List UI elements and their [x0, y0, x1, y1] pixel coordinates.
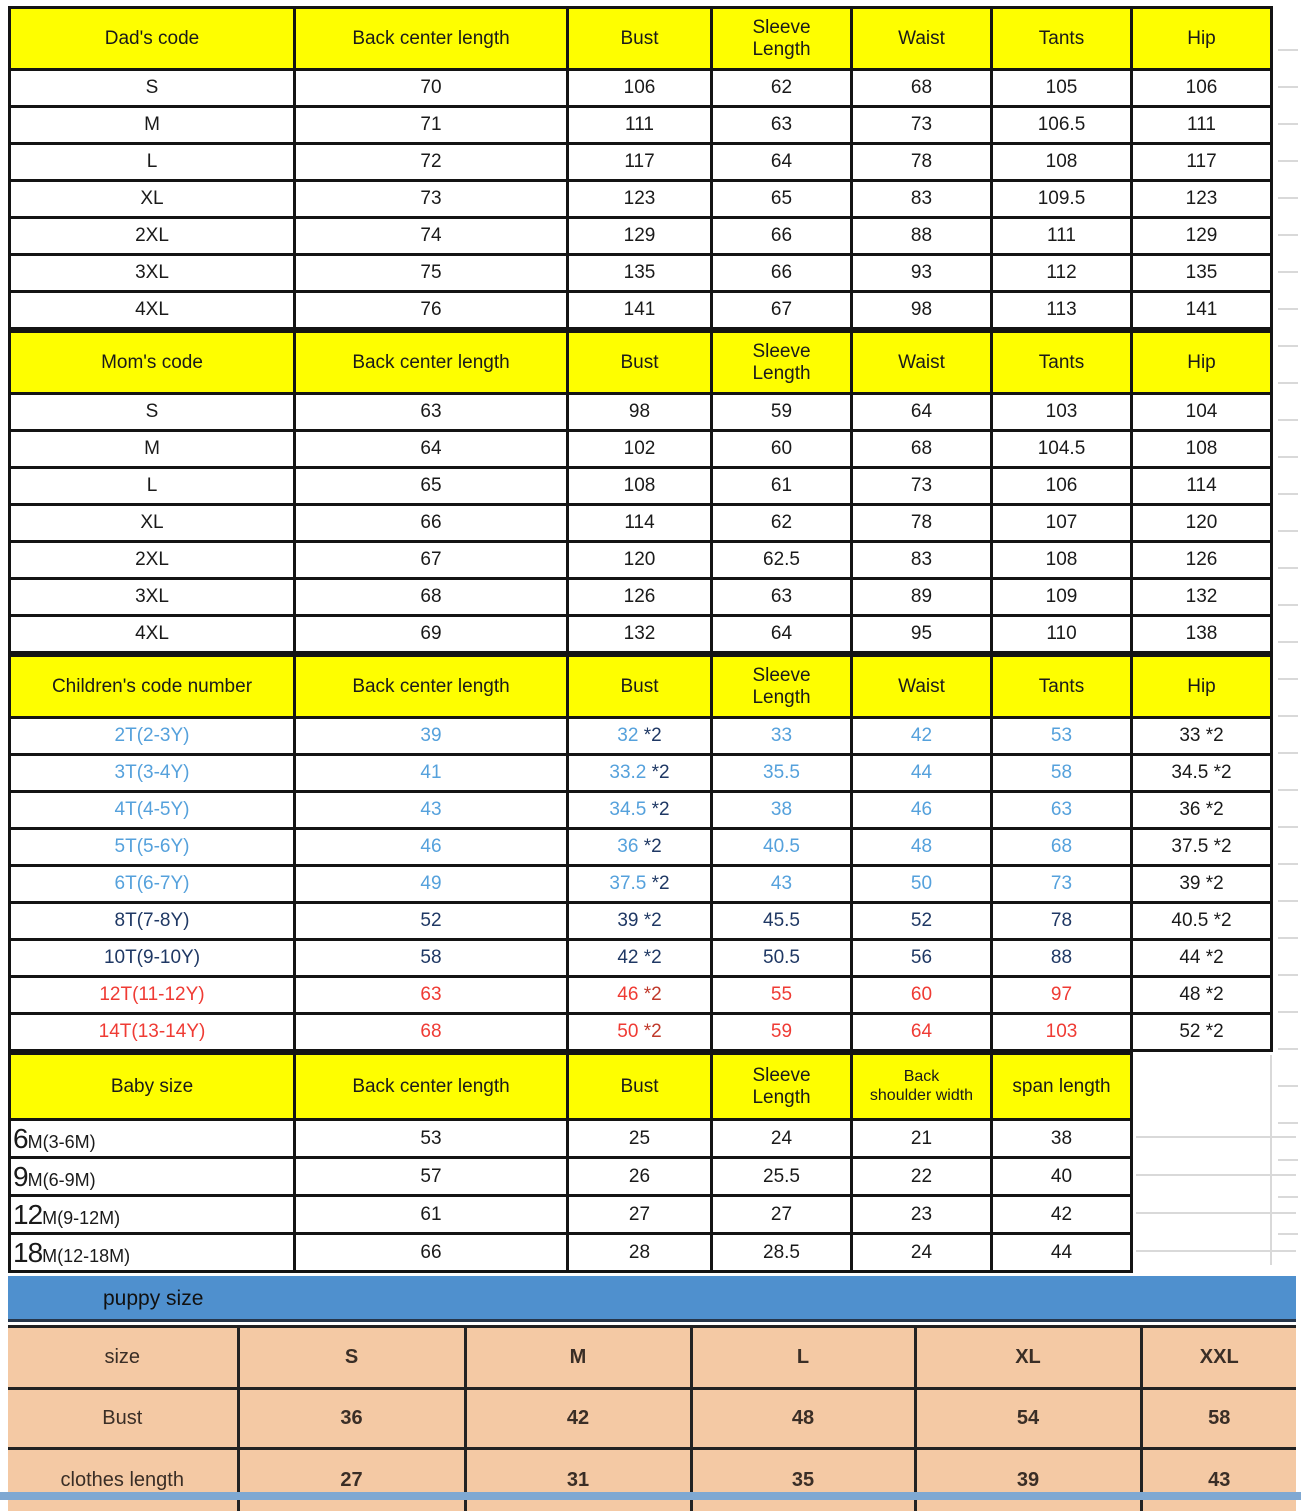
cell: 46	[852, 792, 992, 829]
cell: 102	[568, 431, 712, 468]
cell: 56	[852, 940, 992, 977]
cell: 39 *2	[1132, 866, 1272, 903]
cell: 39 *2	[568, 903, 712, 940]
cell: 48	[691, 1389, 915, 1449]
cell: 109	[992, 579, 1132, 616]
cell: 129	[1132, 218, 1272, 255]
cell: 27	[238, 1449, 465, 1511]
cell: 120	[568, 542, 712, 579]
cell: 123	[1132, 181, 1272, 218]
table-row	[10, 1014, 1272, 1051]
table-row	[10, 542, 1272, 579]
cell: 59	[712, 1014, 852, 1051]
cell: 98	[568, 394, 712, 431]
table-row	[10, 1196, 1132, 1234]
cell: 46 *2	[568, 977, 712, 1014]
cell: 114	[568, 505, 712, 542]
cell: 58	[295, 940, 568, 977]
cell: 98	[852, 292, 992, 329]
cell: L	[10, 468, 295, 505]
table-row	[10, 866, 1272, 903]
children-size-table	[8, 654, 1301, 1052]
cell: 33 *2	[1132, 718, 1272, 755]
table-row	[10, 718, 1272, 755]
column-header: Bust	[568, 1054, 712, 1120]
table-row	[10, 394, 1272, 431]
cell: 78	[852, 505, 992, 542]
column-header: Back center length	[295, 1054, 568, 1120]
cell: M	[10, 431, 295, 468]
cell: 45.5	[712, 903, 852, 940]
table-row	[10, 940, 1272, 977]
column-header: span length	[992, 1054, 1132, 1120]
cell: 6T(6-7Y)	[10, 866, 295, 903]
cell: 12M(9-12M)	[10, 1196, 295, 1234]
cell: XL	[915, 1327, 1141, 1389]
cell: 60	[712, 431, 852, 468]
cell: 49	[295, 866, 568, 903]
cell: 9M(6-9M)	[10, 1158, 295, 1196]
cell: 68	[295, 579, 568, 616]
cell: 4XL	[10, 292, 295, 329]
cell: 111	[1132, 107, 1272, 144]
column-header: Hip	[1132, 8, 1272, 70]
column-header: Tants	[992, 8, 1132, 70]
column-header: Sleeve Length	[712, 656, 852, 718]
cell: 64	[852, 394, 992, 431]
cell: 43	[712, 866, 852, 903]
cell: 63	[992, 792, 1132, 829]
cell: 113	[992, 292, 1132, 329]
cell: 52	[295, 903, 568, 940]
cell: 75	[295, 255, 568, 292]
dad-size-table	[8, 6, 1301, 330]
cell: 58	[992, 755, 1132, 792]
cell: 18M(12-18M)	[10, 1234, 295, 1272]
cell: 38	[712, 792, 852, 829]
table-row	[10, 468, 1272, 505]
cell: XXL	[1141, 1327, 1296, 1389]
cell: 70	[295, 70, 568, 107]
cell: 3T(3-4Y)	[10, 755, 295, 792]
table-row	[10, 218, 1272, 255]
cell: 44	[992, 1234, 1132, 1272]
cell: 65	[712, 181, 852, 218]
cell: 135	[568, 255, 712, 292]
cell: 4T(4-5Y)	[10, 792, 295, 829]
cell: 8T(7-8Y)	[10, 903, 295, 940]
cell: 60	[852, 977, 992, 1014]
cell: 68	[295, 1014, 568, 1051]
cell: 42	[852, 718, 992, 755]
table-row	[8, 1449, 1296, 1511]
cell: 112	[992, 255, 1132, 292]
table-row	[10, 755, 1272, 792]
table-row	[10, 1120, 1132, 1158]
column-header: Back center length	[295, 656, 568, 718]
cell: 76	[295, 292, 568, 329]
cell: 33.2 *2	[568, 755, 712, 792]
cell: 34.5 *2	[1132, 755, 1272, 792]
cell: 138	[1132, 616, 1272, 653]
table-row	[10, 107, 1272, 144]
baby-size-table	[8, 1052, 1301, 1273]
cell: 66	[712, 218, 852, 255]
cell: 109.5	[992, 181, 1132, 218]
table-row	[10, 903, 1272, 940]
cell: 103	[992, 1014, 1132, 1051]
cell: 52	[852, 903, 992, 940]
cell: 59	[712, 394, 852, 431]
cell: 88	[992, 940, 1132, 977]
cell: 42	[465, 1389, 691, 1449]
cell: 64	[852, 1014, 992, 1051]
cell: 58	[1141, 1389, 1296, 1449]
cell: 24	[712, 1120, 852, 1158]
cell: 25.5	[712, 1158, 852, 1196]
cell: Bust	[8, 1389, 238, 1449]
cell: L	[691, 1327, 915, 1389]
header-row	[10, 656, 1272, 718]
table-row	[10, 144, 1272, 181]
column-header: Bust	[568, 8, 712, 70]
cell: 66	[295, 1234, 568, 1272]
column-header: Hip	[1132, 332, 1272, 394]
cell: 14T(13-14Y)	[10, 1014, 295, 1051]
column-header: Waist	[852, 332, 992, 394]
cell: 6M(3-6M)	[10, 1120, 295, 1158]
column-header: Back center length	[295, 332, 568, 394]
cell: 106	[992, 468, 1132, 505]
cell: 43	[295, 792, 568, 829]
cell: 97	[992, 977, 1132, 1014]
cell: 50 *2	[568, 1014, 712, 1051]
cell: 78	[852, 144, 992, 181]
cell: 103	[992, 394, 1132, 431]
cell: 83	[852, 542, 992, 579]
cell: 104.5	[992, 431, 1132, 468]
spreadsheet-gridline-vertical	[1270, 1055, 1272, 1265]
spreadsheet-gridlines-right	[1278, 14, 1298, 1258]
table-row	[10, 292, 1272, 329]
cell: 42	[992, 1196, 1132, 1234]
cell: 88	[852, 218, 992, 255]
cell: 3XL	[10, 255, 295, 292]
cell: 66	[712, 255, 852, 292]
table-row	[10, 977, 1272, 1014]
cell: 40	[992, 1158, 1132, 1196]
table-row	[8, 1327, 1296, 1389]
cell: 123	[568, 181, 712, 218]
cell: 78	[992, 903, 1132, 940]
column-header: Baby size	[10, 1054, 295, 1120]
cell: 62	[712, 505, 852, 542]
cell: 53	[295, 1120, 568, 1158]
cell: 53	[992, 718, 1132, 755]
cell: 63	[295, 977, 568, 1014]
cell: size	[8, 1327, 238, 1389]
cell: 50	[852, 866, 992, 903]
cell: 141	[568, 292, 712, 329]
cell: 36	[238, 1389, 465, 1449]
cell: 42 *2	[568, 940, 712, 977]
column-header: Back shoulder width	[852, 1054, 992, 1120]
table-row	[10, 431, 1272, 468]
cell: 41	[295, 755, 568, 792]
cell: 21	[852, 1120, 992, 1158]
cell: 35	[691, 1449, 915, 1511]
cell: 108	[992, 144, 1132, 181]
cell: 93	[852, 255, 992, 292]
cell: 89	[852, 579, 992, 616]
cell: 71	[295, 107, 568, 144]
cell: 39	[295, 718, 568, 755]
cell: 2XL	[10, 218, 295, 255]
cell: L	[10, 144, 295, 181]
cell: 37.5 *2	[1132, 829, 1272, 866]
cell: S	[10, 394, 295, 431]
cell: 66	[295, 505, 568, 542]
cell: 12T(11-12Y)	[10, 977, 295, 1014]
cell: 72	[295, 144, 568, 181]
cell: 63	[712, 107, 852, 144]
cell: 43	[1141, 1449, 1296, 1511]
cell: 55	[712, 977, 852, 1014]
cell: 39	[915, 1449, 1141, 1511]
cell: 4XL	[10, 616, 295, 653]
table-row	[10, 181, 1272, 218]
cell: 22	[852, 1158, 992, 1196]
mom-size-table	[8, 330, 1301, 654]
table-row	[10, 792, 1272, 829]
cell: 32 *2	[568, 718, 712, 755]
cell: 108	[1132, 431, 1272, 468]
cell: 33	[712, 718, 852, 755]
cell: M	[10, 107, 295, 144]
cell: 10T(9-10Y)	[10, 940, 295, 977]
cell: 105	[992, 70, 1132, 107]
cell: 57	[295, 1158, 568, 1196]
column-header: Tants	[992, 332, 1132, 394]
cell: 83	[852, 181, 992, 218]
cell: 126	[1132, 542, 1272, 579]
table-row	[10, 1234, 1132, 1272]
cell: 106.5	[992, 107, 1132, 144]
cell: 3XL	[10, 579, 295, 616]
column-header: Bust	[568, 656, 712, 718]
cell: M	[465, 1327, 691, 1389]
cell: 27	[568, 1196, 712, 1234]
cell: 120	[1132, 505, 1272, 542]
cell: 25	[568, 1120, 712, 1158]
cell: 68	[852, 70, 992, 107]
table-row	[10, 505, 1272, 542]
table-row	[10, 1158, 1132, 1196]
header-row	[10, 8, 1272, 70]
cell: 95	[852, 616, 992, 653]
column-header: Mom's code	[10, 332, 295, 394]
table-row	[10, 829, 1272, 866]
cell: 114	[1132, 468, 1272, 505]
cell: 67	[712, 292, 852, 329]
cell: 129	[568, 218, 712, 255]
cell: 108	[992, 542, 1132, 579]
cell: 104	[1132, 394, 1272, 431]
column-header: Tants	[992, 656, 1132, 718]
table-row	[10, 616, 1272, 653]
column-header: Back center length	[295, 8, 568, 70]
cell: 48	[852, 829, 992, 866]
column-header: Children's code number	[10, 656, 295, 718]
cell: 73	[852, 468, 992, 505]
spreadsheet-gridlines-baby-right	[1136, 1100, 1296, 1260]
cell: 44	[852, 755, 992, 792]
cell: 62	[712, 70, 852, 107]
cell: 36 *2	[1132, 792, 1272, 829]
header-row	[10, 1054, 1132, 1120]
cell: 107	[992, 505, 1132, 542]
cell: clothes length	[8, 1449, 238, 1511]
cell: 68	[992, 829, 1132, 866]
cell: 2T(2-3Y)	[10, 718, 295, 755]
cell: 106	[1132, 70, 1272, 107]
column-header: Sleeve Length	[712, 332, 852, 394]
cell: 108	[568, 468, 712, 505]
cell: 63	[295, 394, 568, 431]
column-header: Waist	[852, 656, 992, 718]
column-header: Sleeve Length	[712, 1054, 852, 1120]
cell: 50.5	[712, 940, 852, 977]
cell: 68	[852, 431, 992, 468]
cell: 34.5 *2	[568, 792, 712, 829]
cell: 67	[295, 542, 568, 579]
cell: 31	[465, 1449, 691, 1511]
cell: 46	[295, 829, 568, 866]
cell: 117	[568, 144, 712, 181]
cell: 28.5	[712, 1234, 852, 1272]
column-header: Dad's code	[10, 8, 295, 70]
cell: 61	[295, 1196, 568, 1234]
column-header: Bust	[568, 332, 712, 394]
cell: 132	[1132, 579, 1272, 616]
cell: 38	[992, 1120, 1132, 1158]
cell: 73	[992, 866, 1132, 903]
cell: 64	[712, 616, 852, 653]
cell: 73	[295, 181, 568, 218]
cell: 73	[852, 107, 992, 144]
cell: 23	[852, 1196, 992, 1234]
cell: 63	[712, 579, 852, 616]
table-row	[10, 255, 1272, 292]
cell: 111	[992, 218, 1132, 255]
cell: 62.5	[712, 542, 852, 579]
table-row	[10, 70, 1272, 107]
cell: 126	[568, 579, 712, 616]
cell: XL	[10, 505, 295, 542]
cell: 117	[1132, 144, 1272, 181]
cell: 74	[295, 218, 568, 255]
column-header: Waist	[852, 8, 992, 70]
cell: XL	[10, 181, 295, 218]
cell: 2XL	[10, 542, 295, 579]
cell: 69	[295, 616, 568, 653]
cell: 35.5	[712, 755, 852, 792]
cell: 52 *2	[1132, 1014, 1272, 1051]
cell: 106	[568, 70, 712, 107]
cell: 65	[295, 468, 568, 505]
cell: 111	[568, 107, 712, 144]
cell: 40.5 *2	[1132, 903, 1272, 940]
cell: 54	[915, 1389, 1141, 1449]
cell: 132	[568, 616, 712, 653]
cell: 64	[712, 144, 852, 181]
cell: 5T(5-6Y)	[10, 829, 295, 866]
cell: 141	[1132, 292, 1272, 329]
puppy-size-banner-label: puppy size	[103, 1287, 204, 1310]
cell: 64	[295, 431, 568, 468]
cell: 37.5 *2	[568, 866, 712, 903]
cell: 61	[712, 468, 852, 505]
column-header: Sleeve Length	[712, 8, 852, 70]
puppy-size-table	[8, 1325, 1301, 1511]
cell: 40.5	[712, 829, 852, 866]
table-row	[10, 579, 1272, 616]
puppy-size-banner	[8, 1276, 1296, 1322]
cell: 24	[852, 1234, 992, 1272]
cell: 48 *2	[1132, 977, 1272, 1014]
cell: S	[10, 70, 295, 107]
column-header: Hip	[1132, 656, 1272, 718]
table-row	[8, 1389, 1296, 1449]
cell: 44 *2	[1132, 940, 1272, 977]
cell: S	[238, 1327, 465, 1389]
cell: 135	[1132, 255, 1272, 292]
cell: 28	[568, 1234, 712, 1272]
cell: 36 *2	[568, 829, 712, 866]
cell: 26	[568, 1158, 712, 1196]
cell: 110	[992, 616, 1132, 653]
cell: 27	[712, 1196, 852, 1234]
header-row	[10, 332, 1272, 394]
bottom-scroll-strip	[0, 1492, 1301, 1500]
